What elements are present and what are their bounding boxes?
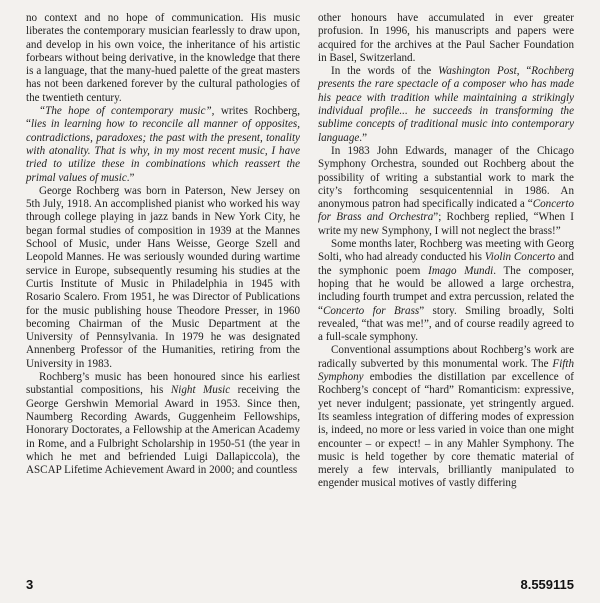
work-title: Night Music [170,384,231,397]
publication-title: Washington Post [438,65,517,78]
paragraph-text: George Rochberg was born in Paterson, New Jersey on 5th July, 1918. An accomplished pianist who worked his way through college playing in jazz bands in New York City, he began formal studies of composition in 1939 at the Mannes School of Music, under Hans Weisse, George Szell and Leopold Mannes. He was seriously wounded during wartime service in Europe, subsequently resuming his studies at the Curtis Institute of Music in Philadelphia in 1945 with Rosario Scalero. From 1951, he was Director of Publications for the music publishing house Theodore Presser, in 1960 becoming Chairman of the Music Department at the University of Pennsylvania. In 1979 he was designated Annenberg Professor of the Humanities, retiring from the University in 1983. [26,184,300,370]
page-number: 3 [26,577,34,592]
paragraph [318,238,574,344]
quote-italic: lies in learning how to reconcile all manner of opposites, contradictions, paradoxes; the past with the present, tonality with atonality. That is why, in my most recent music, I have tried to utilize these in combinations which reassert the primal values of music [26,118,300,184]
right-column [318,12,574,491]
work-title: Concerto for Brass and Orchestra [318,198,574,224]
paragraph-text: ” story. Smiling broadly, Solti revealed, “that was me!”, and of course readily agreed to a full-scale symphony. [318,304,574,344]
work-title: Fifth Symphony [318,357,574,384]
paragraph [318,344,574,490]
paragraph-text: and the symphonic poem [318,251,574,277]
paragraph-text: embodies the distillation par excellence of Rochberg’s concept of “hard” Romanticism: expressive, yet never indulgent; passionate, yet stringently argued. Its seamless integration of differing modes of expression is, indeed, no more or less varied in voice than one might encounter – or expect! – in any Mahler Symphony. The music is held together by core thematic material of merely a few intervals, brilliantly manipulated to engender musical motives of vastly differing [318,371,574,490]
work-title: Imago Mundi [428,264,494,277]
catalogue-number: 8.559115 [520,577,574,592]
paragraph [318,12,574,65]
paragraph-text: In 1983 John Edwards, manager of the Chicago Symphony Orchestra, sounded out Rochberg about the possibility of writing a substantial work to mark the city’s forthcoming sesquicentennial in 1986. An anonymous patron had specifically indicated a “ [318,144,574,211]
paragraph-text: Conventional assumptions about Rochberg’s work are radically subverted by this monumental work. The [318,344,574,370]
paragraph-text: Rochberg’s music has been honoured since his earliest substantial compositions, his [26,371,300,397]
paragraph [318,65,574,145]
paragraph-text: , “ [516,65,532,78]
paragraph [26,12,300,105]
paragraph-text: . The composer, hoping that he would be allowed a large orchestra, including fourth trumpet and extra percussion, related the “ [318,264,574,317]
paragraph-text: .” [359,131,367,144]
paragraph-text: ”; Rochberg replied, “When I write my new Symphony, I will not neglect the brass!” [318,211,574,237]
paragraph-text: In the words of the [331,65,439,78]
paragraph-text: .” [126,171,135,184]
work-title: Concerto for Brass [322,304,420,317]
paragraph [318,145,574,238]
paragraph-text: writes Rochberg, “ [26,105,300,131]
paragraph [26,185,300,371]
paragraph [26,371,300,477]
left-column [26,12,300,477]
work-title: Violin Concerto [484,251,556,264]
paragraph-text: no context and no hope of communication. His music liberates the contemporary musician fearlessly to draw upon, and develop in his own voice, the inheritance of his artistic forbears without being derivative, in the knowledge that there is a language, that the many-hued palette of the great masters has not been darkened forever by the cultural pathologies of the twentieth century. [26,12,300,104]
quote-italic: Rochberg presents the rare spectacle of a composer who has made his peace with tradition while maintaining a strikingly individual profile... he succeeds in transforming the sublime concepts of traditional music into contemporary language [318,65,574,144]
paragraph [26,105,300,185]
quote-italic: “The hope of contemporary music”, [39,105,215,118]
paragraph-text: other honours have accumulated in ever greater profusion. In 1996, his manuscripts and papers were acquired for the archives at the Paul Sacher Foundation in Basel, Switzerland. [318,12,574,64]
paragraph-text: receiving the George Gershwin Memorial Award in 1953. Since then, Naumberg Recording Awards, Guggenheim Fellowships, Honorary Doctorates, a Fellowship at the American Academy in Rome, and a Fulbright Scholarship in 1950-51 (the year in which he met and befriended Luigi Dallapiccola), the ASCAP Lifetime Achievement Award in 2000; and countless [26,384,300,477]
paragraph-text: Some months later, Rochberg was meeting with Georg Solti, who had already conducted his [318,238,574,264]
